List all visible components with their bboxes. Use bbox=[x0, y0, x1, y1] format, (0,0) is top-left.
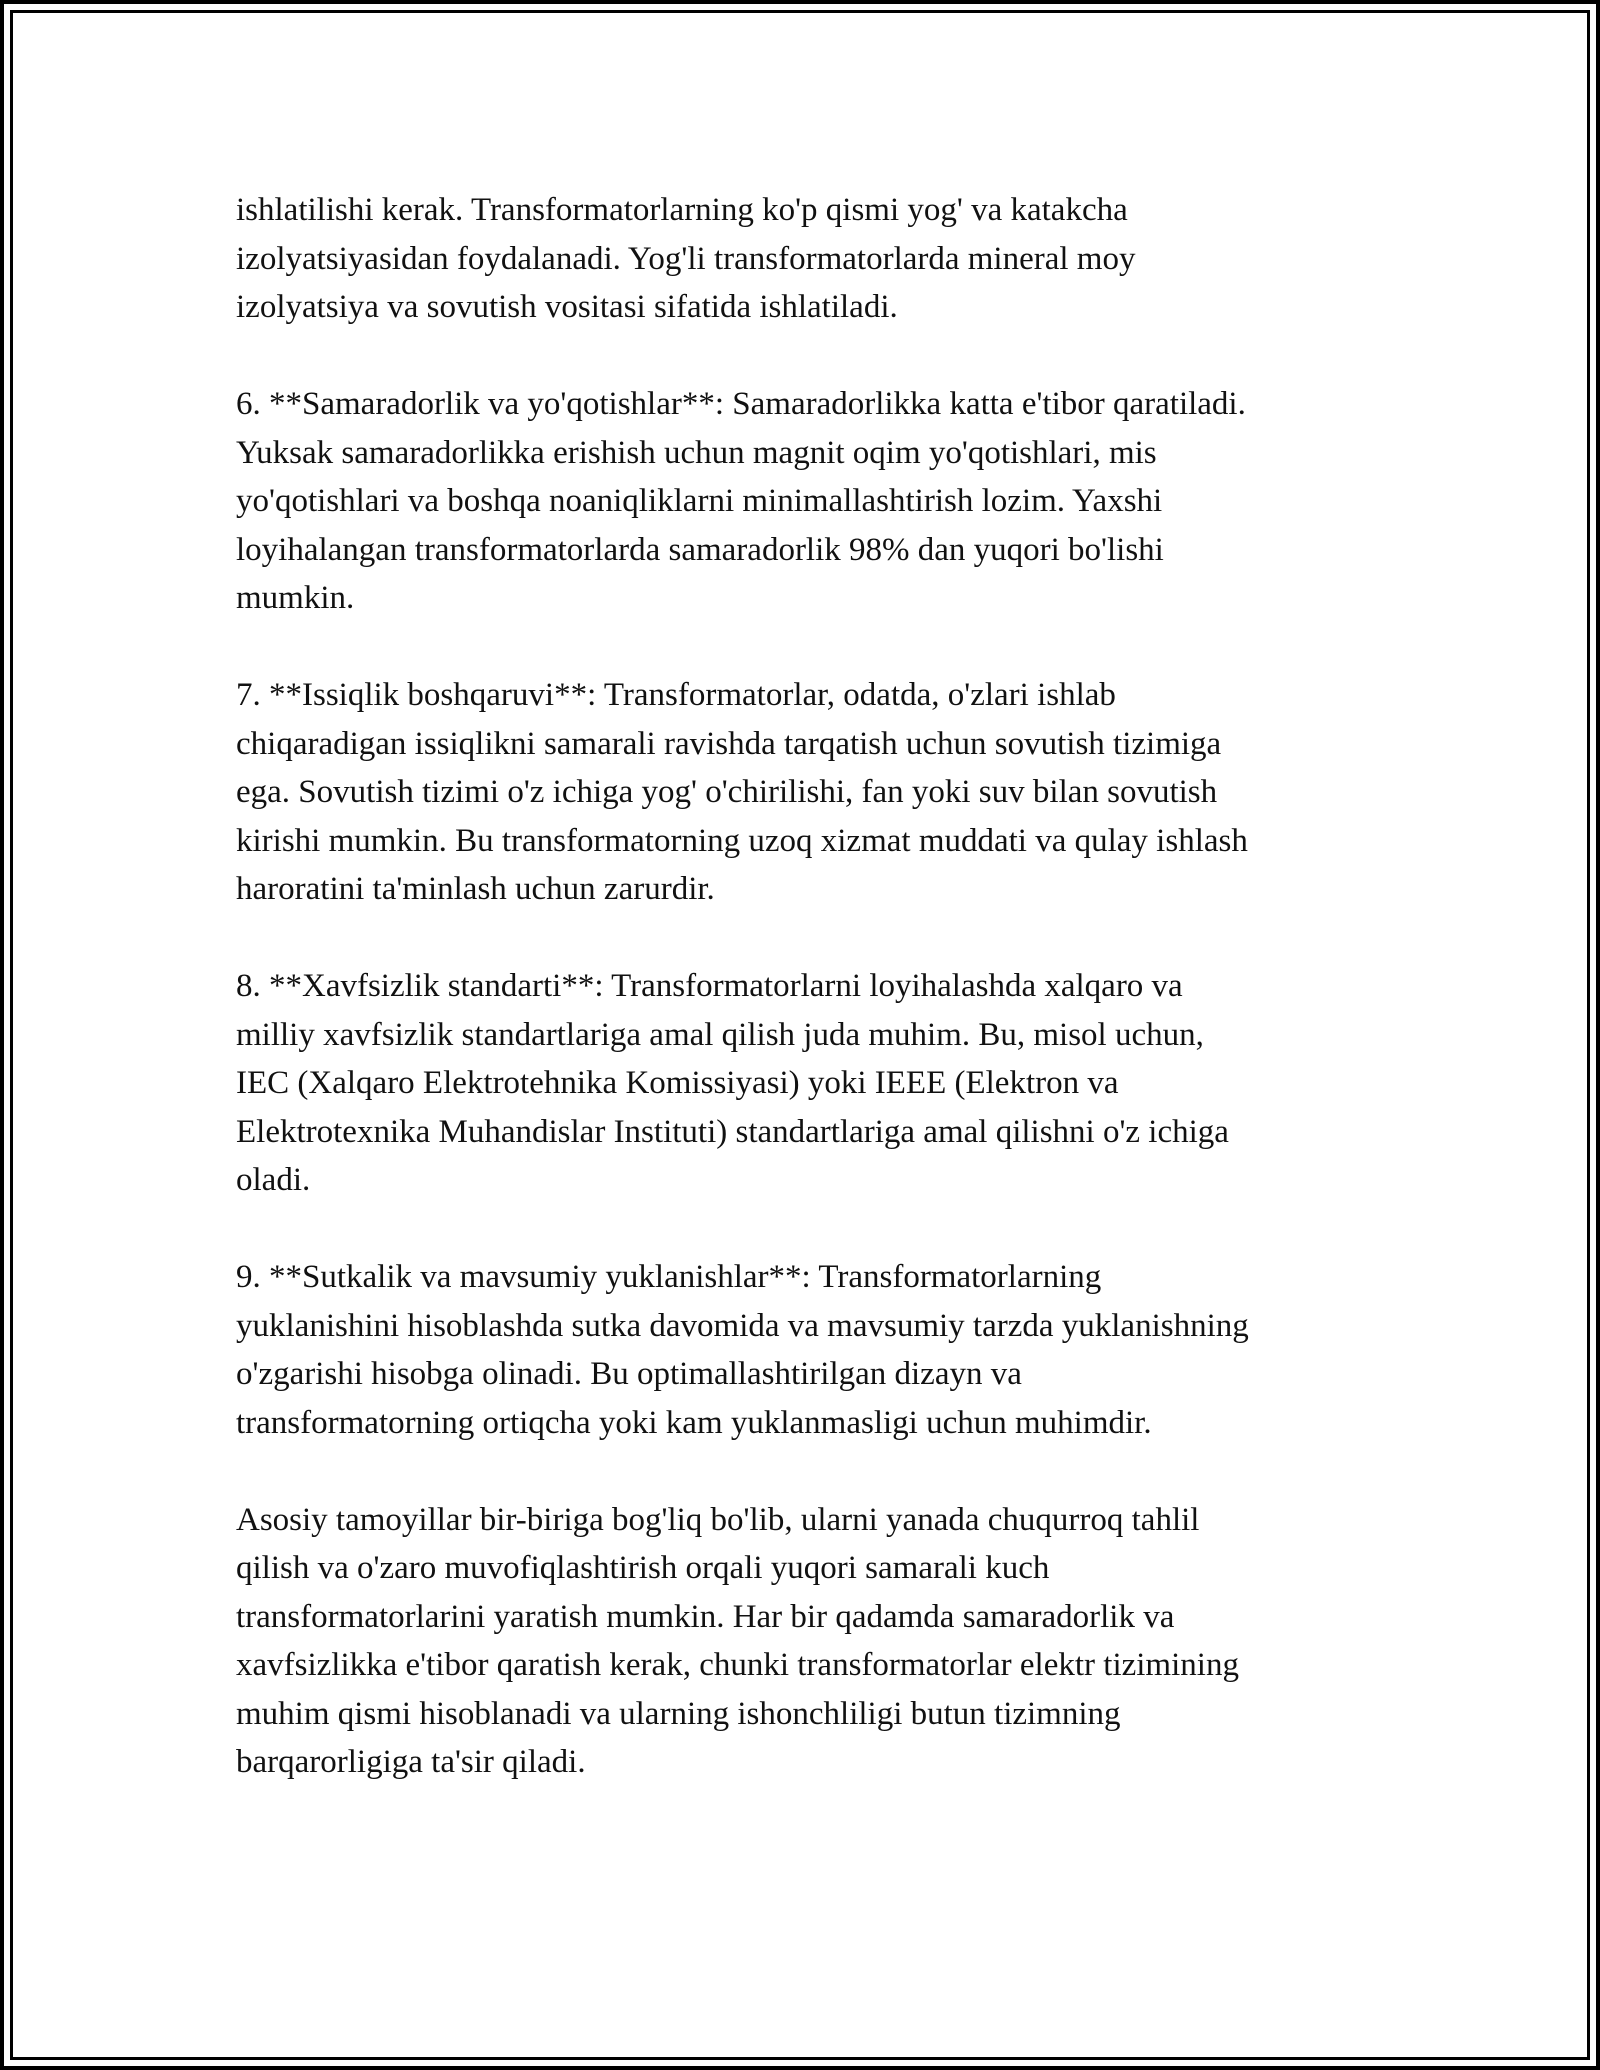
paragraph-conclusion bbox=[236, 1496, 1376, 1787]
text-line: milliy xavfsizlik standartlariga amal qilish juda muhim. Bu, misol uchun, bbox=[236, 1016, 1204, 1053]
text-line: 9. **Sutkalik va mavsumiy yuklanishlar**: Transformatorlarning bbox=[236, 1259, 1102, 1295]
text-line: izolyatsiyasidan foydalanadi. Yog'li transformatorlarda mineral moy bbox=[236, 240, 1136, 277]
text-line: Yuksak samaradorlikka erishish uchun magnit oqim yo'qotishlari, mis bbox=[236, 434, 1157, 471]
text-line: chiqaradigan issiqlikni samarali ravishda tarqatish uchun sovutish tizimiga bbox=[236, 725, 1222, 762]
text-line: yuklanishini hisoblashda sutka davomida va mavsumiy tarzda yuklanishning bbox=[236, 1307, 1249, 1344]
text-line: oladi. bbox=[236, 1162, 311, 1198]
paragraph-daily-seasonal-loads bbox=[236, 1253, 1376, 1447]
text-line: yo'qotishlari va boshqa noaniqliklarni minimallashtirish lozim. Yaxshi bbox=[236, 483, 1163, 519]
text-line: ega. Sovutish tizimi o'z ichiga yog' o'chirilishi, fan yoki suv bilan sovutish bbox=[236, 774, 1218, 810]
paragraph-efficiency bbox=[236, 380, 1376, 623]
text-line: Elektrotexnika Muhandislar Instituti) standartlariga amal qilishni o'z ichiga bbox=[236, 1113, 1229, 1150]
text-line: 6. **Samaradorlik va yo'qotishlar**: Samaradorlikka katta e'tibor qaratiladi. bbox=[236, 386, 1246, 422]
document-body bbox=[236, 186, 1376, 1835]
text-line: qilish va o'zaro muvofiqlashtirish orqali yuqori samarali kuch bbox=[236, 1550, 1050, 1586]
text-line: barqarorligiga ta'sir qiladi. bbox=[236, 1744, 586, 1780]
text-line: mumkin. bbox=[236, 580, 355, 616]
text-line: transformatorning ortiqcha yoki kam yuklanmasligi uchun muhimdir. bbox=[236, 1404, 1152, 1441]
text-line: o'zgarishi hisobga olinadi. Bu optimallashtirilgan dizayn va bbox=[236, 1356, 1022, 1392]
text-line: 8. **Xavfsizlik standarti**: Transformatorlarni loyihalashda xalqaro va bbox=[236, 968, 1183, 1004]
text-line: izolyatsiya va sovutish vositasi sifatida ishlatiladi. bbox=[236, 289, 898, 325]
text-line: ishlatilishi kerak. Transformatorlarning ko'p qismi yog' va katakcha bbox=[236, 192, 1128, 228]
text-line: Asosiy tamoyillar bir-biriga bog'liq bo'lib, ularni yanada chuqurroq tahlil bbox=[236, 1501, 1200, 1538]
text-line: 7. **Issiqlik boshqaruvi**: Transformatorlar, odatda, o'zlari ishlab bbox=[236, 677, 1116, 713]
text-line: haroratini ta'minlash uchun zarurdir. bbox=[236, 871, 715, 907]
text-line: loyihalangan transformatorlarda samaradorlik 98% dan yuqori bo'lishi bbox=[236, 531, 1164, 568]
text-line: muhim qismi hisoblanadi va ularning ishonchliligi butun tizimning bbox=[236, 1695, 1121, 1732]
paragraph-safety-standard bbox=[236, 962, 1376, 1205]
paragraph-thermal-management bbox=[236, 671, 1376, 914]
text-line: transformatorlarini yaratish mumkin. Har bir qadamda samaradorlik va bbox=[236, 1598, 1175, 1635]
text-line: kirishi mumkin. Bu transformatorning uzoq xizmat muddati va qulay ishlash bbox=[236, 822, 1248, 859]
paragraph-insulation-continued bbox=[236, 186, 1376, 332]
text-line: xavfsizlikka e'tibor qaratish kerak, chunki transformatorlar elektr tizimining bbox=[236, 1647, 1239, 1683]
text-line: IEC (Xalqaro Elektrotehnika Komissiyasi) yoki IEEE (Elektron va bbox=[236, 1065, 1119, 1101]
